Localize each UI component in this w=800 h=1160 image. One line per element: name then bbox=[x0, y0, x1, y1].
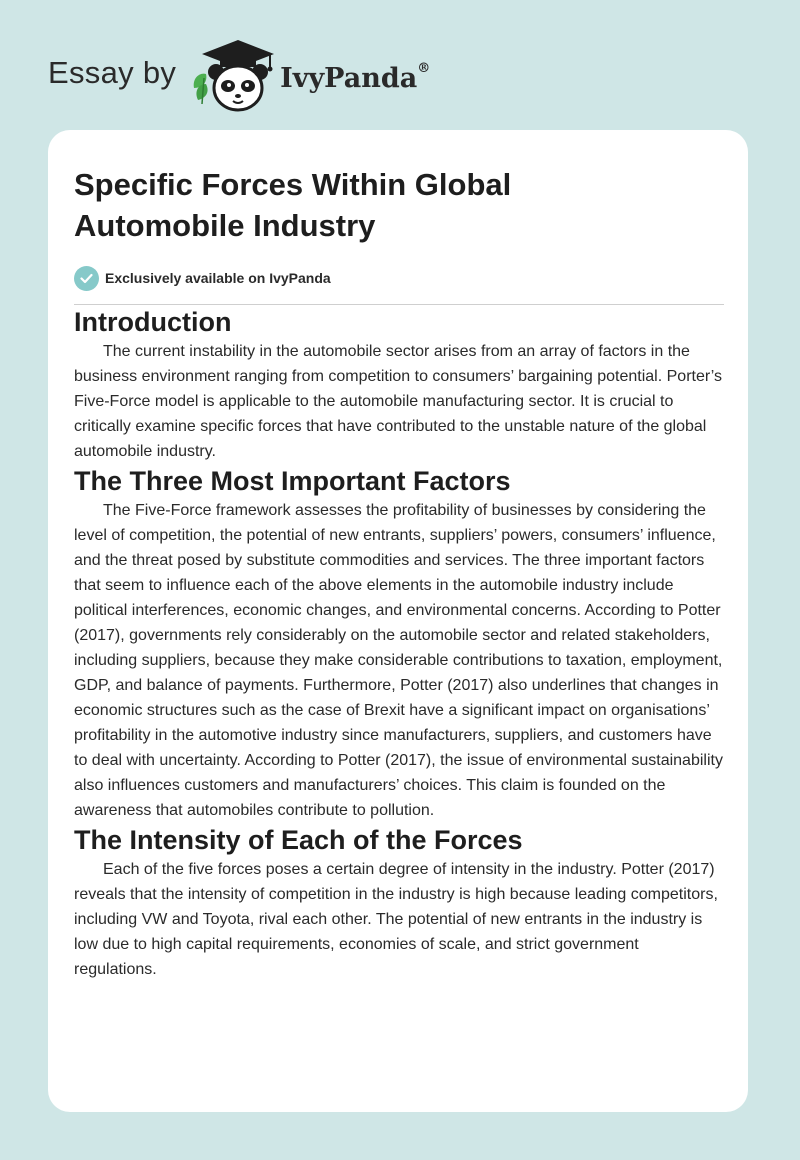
panda-logo-icon[interactable] bbox=[190, 38, 278, 114]
section-heading-three-factors: The Three Most Important Factors bbox=[74, 466, 511, 496]
section-paragraph-introduction: The current instability in the automobile sector arises from an array of factors in the business environment ranging from competition to consumers’ bargaining potential. Porter’s Five-Force model is applicable to the automobile manufacturing sector. It is crucial to critically examine specific forces that have contributed to the unstable nature of the global automobile industry. bbox=[74, 343, 723, 460]
title-line-1: Specific Forces Within Global bbox=[74, 167, 512, 202]
section-paragraph-intensity: Each of the five forces poses a certain degree of intensity in the industry. Potter (2017) reveals that the intensity of competition in the industry is high because leading competitors, including VW and Toyota, rival each other. The potential of new entrants in the industry is low due to high capital requirements, economies of scale, and strict government regulations. bbox=[74, 861, 718, 978]
section-heading-introduction: Introduction bbox=[74, 307, 232, 337]
brand-prefix: Essay by bbox=[48, 55, 177, 90]
check-icon bbox=[74, 266, 99, 291]
registered-mark: ® bbox=[417, 60, 431, 76]
essay-content bbox=[74, 164, 724, 982]
brand-name[interactable] bbox=[280, 60, 431, 94]
brand-name-text: IvyPanda bbox=[280, 62, 418, 94]
section-paragraph-three-factors: The Five-Force framework assesses the profitability of businesses by considering the level of competition, the potential of new entrants, suppliers’ powers, consumers’ influence, and the threat posed by substitute commodities and services. The three important factors that seem to influence each of the above elements in the automobile industry include political interferences, economic changes, and environmental concerns. According to Potter (2017), governments rely considerably on the automobile sector and related stakeholders, including suppliers, because they make considerable contributions to taxation, employment, GDP, and balance of payments. Furthermore, Potter (2017) also underlines that changes in economic structures such as the case of Brexit have a significant impact on organisations’ profitability in the automotive industry since manufacturers, suppliers, and customers have to deal with uncertainty. According to Potter (2017), the issue of environmental sustainability also influences customers and manufacturers’ choices. This claim is founded on the awareness that automobiles contribute to pollution. bbox=[74, 502, 723, 819]
essay-title bbox=[74, 164, 724, 246]
section-heading-intensity: The Intensity of Each of the Forces bbox=[74, 825, 523, 855]
exclusive-notice bbox=[74, 264, 724, 292]
essay-card bbox=[48, 130, 748, 1112]
exclusive-label: Exclusively available on IvyPanda bbox=[105, 270, 331, 286]
site-header bbox=[48, 36, 430, 116]
title-line-2: Automobile Industry bbox=[74, 208, 376, 243]
